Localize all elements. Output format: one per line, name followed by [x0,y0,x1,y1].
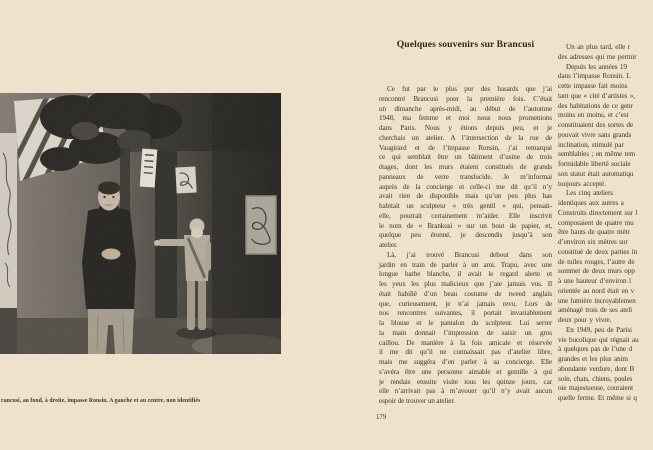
text-line: longue barbe blanche, il avait le regard alerte et [379,270,552,279]
text-line: les yeux les plus malicieux que j’aie jamais vus. Il [379,280,552,288]
text-line: Un an plus tard, elle r [566,43,630,51]
text-line: moins en moins, et c’est [558,111,629,120]
text-line: oie majestueuse, couraient [558,384,634,393]
text-line: était habillé d’un beau costume de tweed anglais [379,289,552,298]
text-line: Là, j’ai trouvé Brancusi debout dans son [387,250,552,259]
text-line: quelle ferme. Et même si q [558,394,637,402]
text-line: auprès de la concierge et celle-ci me dit qu’il n’y [379,182,552,191]
text-line: inclination, stimulé par [558,140,624,149]
photo-impasse-ronsin [0,93,281,354]
text-line: être hauts de quatre mètr [558,228,630,237]
chapter-heading: Quelques souvenirs sur Brancusi [396,39,535,50]
text-line: rencontré Brancusi pour la première fois. C’était [379,94,552,103]
text-line: En 1949, peu de Parisi [566,325,632,334]
text-line: atelier. [379,241,398,249]
text-line: ce qui semblait être un bâtiment d’usine de trois [379,153,552,162]
text-line: la main donnait l’impression de saisir un gros [379,328,552,337]
text-line: caillou. De manière à la fois amicale et réservée [379,338,552,347]
text-line: cherchais un atelier. A l’intersection de la rue de [379,133,552,142]
text-line: sommet de deux murs opp [558,267,635,276]
text-line: Construits directement sur l [558,208,638,217]
text-line: soin, chats, chiens, poules [558,374,633,383]
text-line: panneaux de verre translucide. Je m’informai [379,172,552,181]
text-line: constitué de deux parties in [558,247,638,256]
text-line: elle n’arrivait pas à m’avouer qu’il n’y avait aucun [379,387,552,396]
text-line: habitait un sculpteur « très gentil » qui, pensait- [379,202,552,210]
text-line: des habitations de ce genr [558,101,633,110]
text-line: toujours accepté. [558,179,606,188]
text-line: à une hauteur d’environ l [558,277,631,285]
photo-caption: rancusi, au fond, à droite, impasse Ronsin. A gauche et au centre, non identifiés [1,398,201,404]
text-column-left [379,85,552,407]
text-line: jardin en train de parler à un ami. Trapu, avec une [379,260,552,269]
text-line: semblables ; en même tem [558,150,636,159]
text-line: grandes et les plus anim [558,355,628,363]
text-line: avait rien de disponible mais qu’un peu plus bas [379,192,552,201]
text-line: aménagé trois de ses ateli [558,306,633,315]
text-line: orientée au nord était en v [558,286,635,295]
text-column-right [558,43,653,404]
photo-illustration [0,93,281,354]
text-line: mais me suggéra d’en parler à sa concierge. Elle [379,358,552,366]
text-line: son statut était automatiqu [558,169,634,178]
text-line: étages, dont les murs étaient constitués de grands [379,163,552,171]
text-line: espoir de trouver un atelier. [379,397,455,405]
text-line: quelque peu étonné, je descendis jusqu’à son [379,231,552,240]
text-line: Les cinq ateliers [566,189,613,198]
text-line: dans Paris. Nous y étions depuis peu, et je [379,124,552,132]
text-line: 1948, ma femme et moi nous nous promenions [379,114,552,123]
text-line: identiques aux autres a [558,199,624,207]
text-line: d’environ six mètres sur [558,238,628,246]
text-line: elle, pourrait certainement m’aider. Elle inscrivit [379,211,552,220]
text-line: Ce fut par le plus pur des hasards que j’ai [387,85,552,93]
page-number: 179 [376,414,387,421]
text-line: à quelques pas de l’une d [558,345,632,354]
text-line: pouvait vivre sans grands [558,130,632,139]
text-line: le nom de « Brankusi » sur un bout de papier, et, [379,221,552,230]
text-line: tant que « cité d’artistes », [558,91,635,100]
text-line: des adresses qui me permir [558,52,637,61]
text-line: une lumière incroyablemen [558,296,636,305]
text-line: vie bucolique qui régnait au [558,335,639,344]
text-line: il me dit qu’il ne connaissait pas d’atelier libre, [379,348,552,357]
text-line: s’avéra être une personne aimable et gentille à qui [379,367,552,376]
text-line: nos rencontres suivantes, il portait invariablement [379,309,552,318]
text-line: abondante verdure, dont B [558,364,635,373]
text-line: deux pour y vivre. [558,316,612,324]
text-line: constituaient des sortes de [558,121,633,129]
text-line: dans l’impasse Ronsin. L [558,72,631,81]
text-line: Vaugirard et de l’impasse Ronsin, j’ai remarqué [379,143,552,152]
text-line: que, curieusement, je n’ai jamais revu. Lors de [379,299,552,308]
text-line: de tuiles rouges, l’autre de [558,257,635,266]
text-line: je rendais ensuite visite tous les quinze jours, car [379,377,552,386]
film-grain-overlay [0,93,281,354]
text-line: cette impasse fait moins [558,82,628,90]
text-line: composaient de quatre mu [558,218,634,227]
text-line: formidable liberté sociale [558,160,631,168]
text-line: un dimanche après-midi, au début de l’automne [379,104,552,113]
text-line: la blouse et le pantalon du sculpteur. Lui serrer [379,319,552,327]
text-line: Depuis les années 19 [566,62,627,71]
